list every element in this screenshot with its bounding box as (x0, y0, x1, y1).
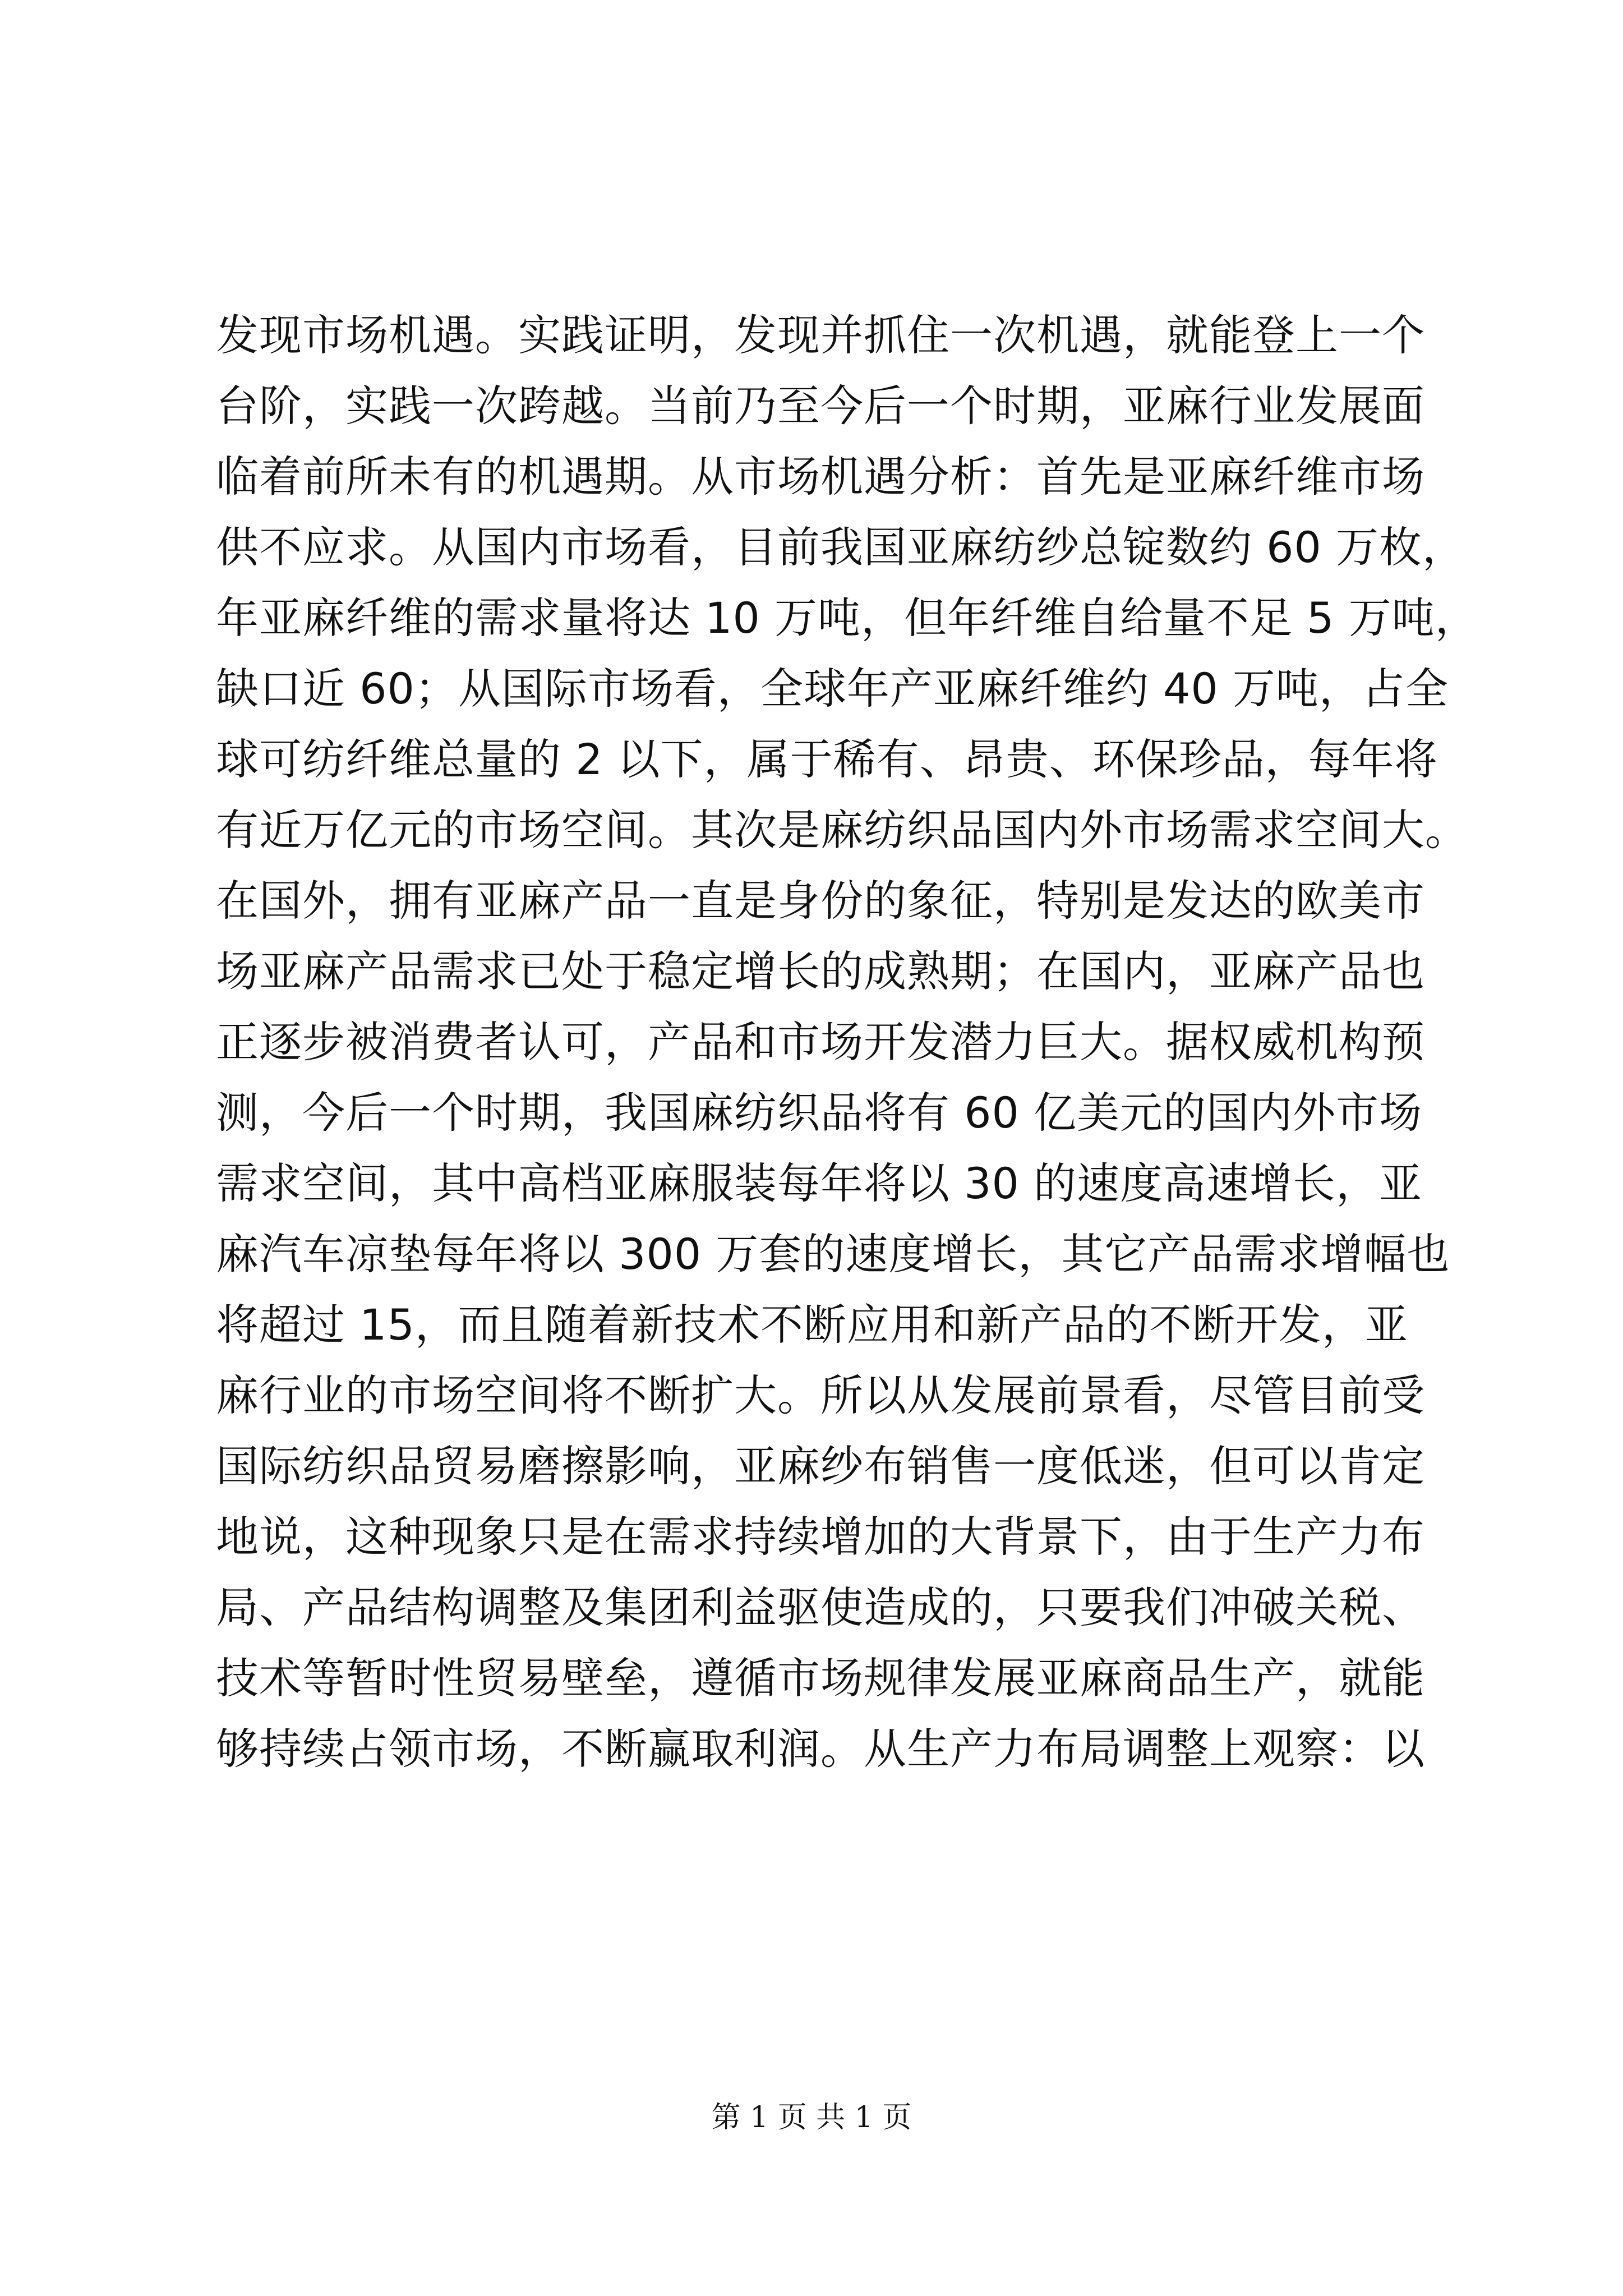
page-footer (0, 2098, 1623, 2137)
text-line: 够持续占领市场，不断赢取利润。从生产力布局调整上观察：以 (216, 1724, 1425, 1774)
text-line: 麻汽车凉垫每年将以 300 万套的速度增长，其它产品需求增幅也 (216, 1229, 1450, 1279)
text-line: 台阶，实践一次跨越。当前乃至今后一个时期，亚麻行业发展面 (216, 381, 1425, 431)
text-line: 场亚麻产品需求已处于稳定增长的成熟期；在国内，亚麻产品也 (216, 946, 1425, 996)
text-line: 有近万亿元的市场空间。其次是麻纺织品国内外市场需求空间大。 (216, 805, 1468, 855)
text-line: 局、产品结构调整及集团利益驱使造成的，只要我们冲破关税、 (216, 1582, 1425, 1632)
text-line: 地说，这种现象只是在需求持续增加的大背景下，由于生产力布 (216, 1512, 1425, 1562)
text-line: 临着前所未有的机遇期。从市场机遇分析：首先是亚麻纤维市场 (216, 452, 1425, 501)
text-line: 供不应求。从国内市场看，目前我国亚麻纺纱总锭数约 60 万枚， (216, 522, 1466, 572)
body-text (216, 300, 1478, 1784)
text-line: 将超过 15，而且随着新技术不断应用和新产品的不断开发，亚 (216, 1300, 1408, 1350)
text-line: 正逐步被消费者认可，产品和市场开发潜力巨大。据权威机构预 (216, 1017, 1425, 1067)
text-line: 技术等暂时性贸易壁垒，遵循市场规律发展亚麻商品生产，就能 (216, 1653, 1425, 1703)
page-number: 第 1 页 共 1 页 (711, 2101, 912, 2134)
text-line: 在国外，拥有亚麻产品一直是身份的象征，特别是发达的欧美市 (216, 876, 1425, 926)
text-line: 球可纺纤维总量的 2 以下，属于稀有、昂贵、环保珍品，每年将 (216, 734, 1438, 784)
text-line: 国际纺织品贸易磨擦影响，亚麻纱布销售一度低迷，但可以肯定 (216, 1441, 1425, 1491)
text-line: 需求空间，其中高档亚麻服装每年将以 30 的速度高速增长，亚 (216, 1158, 1423, 1208)
text-line: 麻行业的市场空间将不断扩大。所以从发展前景看，尽管目前受 (216, 1370, 1425, 1420)
text-line: 测，今后一个时期，我国麻纺织品将有 60 亿美元的国内外市场 (216, 1088, 1423, 1138)
text-line: 年亚麻纤维的需求量将达 10 万吨，但年纤维自给量不足 5 万吨， (216, 593, 1478, 643)
text-line: 发现市场机遇。实践证明，发现并抓住一次机遇，就能登上一个 (216, 310, 1425, 360)
text-line: 缺口近 60；从国际市场看，全球年产亚麻纤维约 40 万吨，占全 (216, 664, 1449, 714)
